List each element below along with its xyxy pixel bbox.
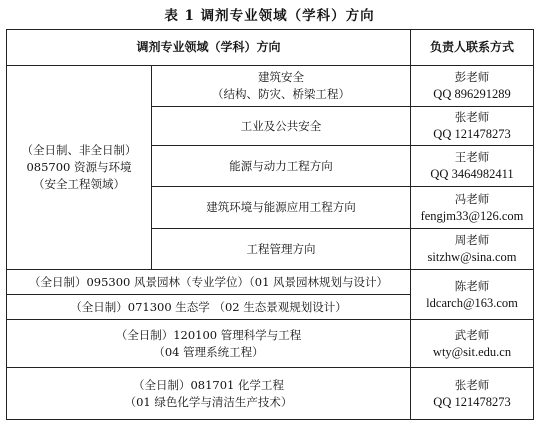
- program-management-science: [7, 320, 411, 368]
- contact-cell: [411, 107, 534, 146]
- table-header-row: [7, 30, 534, 66]
- direction-cell: [152, 229, 411, 270]
- direction-cell: [152, 107, 411, 146]
- program-line: （全日制）120100 管理科学与工程: [115, 327, 302, 342]
- contact-cell: [411, 187, 534, 229]
- contact-value: QQ 121478273: [433, 127, 511, 141]
- teacher-name: 王老师: [454, 150, 490, 164]
- contact-cell: [411, 368, 534, 420]
- contact-email: sitzhw@sina.com: [427, 250, 517, 264]
- direction-cell: [152, 146, 411, 187]
- table-row: [7, 320, 534, 368]
- teacher-name: 武老师: [454, 327, 490, 342]
- teacher-name: 张老师: [454, 110, 490, 124]
- program-ecology: [7, 295, 411, 320]
- direction-cell: [152, 187, 411, 229]
- table-row: [7, 66, 534, 107]
- contact-email: fengjm33@126.com: [420, 208, 524, 223]
- direction-line: 建筑安全: [258, 70, 304, 84]
- header-field: 调剂专业领域（学科）方向: [7, 30, 411, 66]
- program-line: 085700 资源与环境: [26, 160, 132, 174]
- program-line: （全日制）071300 生态学 （02 生态景观规划设计）: [70, 299, 347, 314]
- direction-line: 工业及公共安全: [240, 118, 322, 133]
- direction-line: （结构、防灾、桥梁工程）: [212, 87, 350, 101]
- contact-value: QQ 896291289: [433, 87, 511, 101]
- contact-email: wty@sit.edu.cn: [432, 344, 512, 359]
- program-line: （安全工程领域）: [33, 177, 125, 191]
- program-line: （全日制、非全日制）: [21, 143, 137, 157]
- program-chemical-engineering: [7, 368, 411, 420]
- direction-cell: [152, 66, 411, 107]
- table-row: [7, 368, 534, 420]
- contact-email: ldcarch@163.com: [426, 295, 518, 310]
- table-row: [7, 270, 534, 295]
- program-safety-engineering: [7, 66, 152, 270]
- contact-cell: [411, 146, 534, 187]
- teacher-name: 周老师: [454, 233, 490, 247]
- direction-line: 能源与动力工程方向: [229, 158, 333, 173]
- table-title: 表 1 调剂专业领域（学科）方向: [164, 8, 375, 24]
- program-line: （01 绿色化学与清洁生产技术）: [124, 394, 293, 409]
- contact-value: QQ 121478273: [433, 394, 511, 409]
- teacher-name: 彭老师: [454, 70, 490, 84]
- header-contact: 负责人联系方式: [411, 30, 534, 66]
- direction-line: 建筑环境与能源应用工程方向: [206, 200, 356, 214]
- contact-cell: [411, 270, 534, 320]
- contact-cell: [411, 229, 534, 270]
- program-line: （04 管理系统工程）: [153, 344, 264, 359]
- program-landscape-architecture: [7, 270, 411, 295]
- program-table: [6, 29, 534, 420]
- teacher-name: 冯老师: [454, 191, 490, 206]
- teacher-name: 张老师: [454, 377, 490, 392]
- program-line: （全日制）081701 化学工程: [132, 377, 285, 392]
- teacher-name: 陈老师: [454, 278, 490, 293]
- program-line: （全日制）095300 风景园林（专业学位）（01 风景园林规划与设计）: [28, 274, 389, 289]
- contact-cell: [411, 66, 534, 107]
- contact-value: QQ 3464982411: [430, 167, 514, 181]
- direction-line: 工程管理方向: [246, 241, 316, 256]
- contact-cell: [411, 320, 534, 368]
